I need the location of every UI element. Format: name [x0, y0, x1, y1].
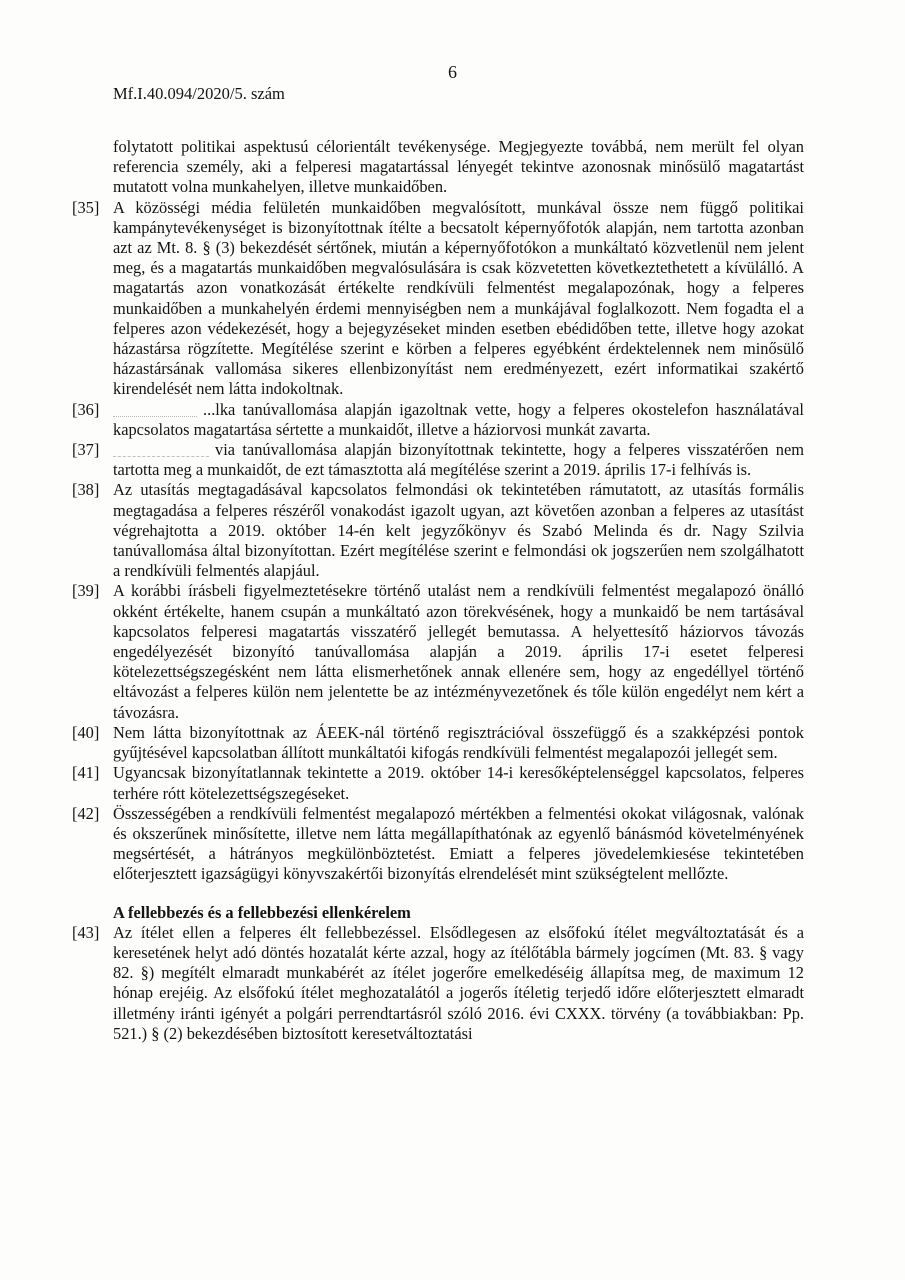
paragraph-text: Az utasítás megtagadásával kapcsolatos felmondási ok tekintetében rámutatott, az utasítás formális megtagadása a felperes részéről vonakodást igazolt ugyan, azt követően azonban a felperes az utasítást végrehajtotta a 2019. október 14-én kelt jegyzőkönyv és Szabó Melinda és dr. Nagy Szilvia tanúvallomása által bizonyítottan. Ezért megítélése szerint e felmondási ok jogszerűen nem szolgálhatott a rendkívüli felmentés alapjául.	[113, 480, 804, 581]
paragraph-text: folytatott politikai aspektusú célorientált tevékenysége. Megjegyezte továbbá, nem merült fel olyan referencia személy, aki a felperesi magatartással lényegét tekintve azonosnak minősülő magatartást mutatott volna munkahelyen, illetve munkaidőben.	[113, 137, 804, 197]
paragraph-number: [39]	[72, 581, 100, 601]
paragraph-35	[72, 198, 804, 400]
paragraph-text: Nem látta bizonyítottnak az ÁEEK-nál történő regisztrációval összefüggő és a szakképzési pontok gyűjtésével kapcsolatban állított munkáltatói kifogás rendkívüli felmentést megalapozói jellegét sem.	[113, 722, 804, 763]
paragraph-text-content: via tanúvallomása alapján bizonyítottnak tekintette, hogy a felperes visszatérően nem tartotta meg a munkaidőt, de ezt támasztotta alá megítélése szerint a 2019. április 17-i felhívás is.	[113, 440, 804, 480]
paragraph-36	[72, 400, 804, 440]
paragraph-37	[72, 440, 804, 480]
paragraph-38	[72, 480, 804, 581]
redaction-mark	[113, 442, 209, 457]
section-heading: A fellebbezés és a fellebbezési ellenkérelem	[113, 902, 411, 922]
document-body	[72, 137, 804, 1044]
paragraph-41	[72, 763, 804, 803]
paragraph-text: A közösségi média felületén munkaidőben megvalósított, munkával össze nem függő politikai kampánytevékenységet is bizonyítottnak ítélte a becsatolt képernyőfotók alapján, nem tartotta azonban azt az Mt. 8. § (3) bekezdését sértőnek, miután a képernyőfotókon a munkáltató közvetlenül nem jelent meg, és a magatartás munkaidőben megvalósulására is csak közvetetten következtethetett a kívülálló. A magatartás azon vonatkozását értékelte rendkívüli felmentést megalapozónak, hogy a felperes munkaidőben a munkahelyén érdemi mennyiségben nem a munkájával foglalkozott. Nem fogadta el a felperes azon védekezését, hogy a bejegyzéseket minden esetben ebédidőben tette, illetve hogy azokat házastársa rögzítette. Megítélése szerint e körben a felperes egyébként érdektelennek nem minősülő házastársának vallomása sikeres ellenbizonyítást nem eredményezett, ezért informatikai szakértő kirendelését nem látta indokoltnak.	[113, 197, 804, 399]
paragraph-number: [43]	[72, 922, 100, 942]
paragraph-number: [40]	[72, 722, 100, 742]
paragraph-number: [35]	[72, 197, 100, 217]
paragraph-text: A korábbi írásbeli figyelmeztetésekre történő utalást nem a rendkívüli felmentést megalapozó önálló okként értékelte, hanem csupán a munkáltató azon törekvésének, hogy a munkaidő be nem tartásával kapcsolatos felperesi magatartás visszatérő jellegét bemutassa. A helyettesítő háziorvos távozás engedélyezését bizonyító tanúvallomása alapján a 2019. április 17-i esetet felperesi kötelezettségszegésként nem látta elismerhetőnek annak ellenére sem, hogy az engedéllyel történő eltávozást a felperes külön nem jelentette be az intézményvezetőnek és tőle külön engedélyt nem kért a távozásra.	[113, 581, 804, 722]
paragraph-text	[113, 440, 804, 480]
paragraph-number: [38]	[72, 480, 100, 500]
paragraph-number: [41]	[72, 763, 100, 783]
paragraph-text-content: ...lka tanúvallomása alapján igazoltnak vette, hogy a felperes okostelefon használatával kapcsolatos magatartása sértette a munkaidőt, illetve a háziorvosi munkát zavarta.	[113, 399, 804, 439]
paragraph-39	[72, 581, 804, 722]
redaction-mark	[113, 402, 197, 417]
paragraph-number: [36]	[72, 399, 100, 419]
paragraph-continuation	[72, 137, 804, 198]
paragraph-text	[113, 400, 804, 440]
paragraph-text: Ugyancsak bizonyítatlannak tekintette a 2019. október 14-i keresőképtelenséggel kapcsolatos, felperes terhére rótt kötelezettségszegéseket.	[113, 763, 804, 803]
paragraph-42	[72, 804, 804, 885]
paragraph-text: Az ítélet ellen a felperes élt fellebbezéssel. Elsődlegesen az elsőfokú ítélet megváltoztatását és a keresetének helyt adó döntés hozatalát kérte azzal, hogy az ítélőtábla bármely jogcímen (Mt. 83. § vagy 82. §) megítélt elmaradt munkabérét az ítélet jogerőre emelkedéséig állapítsa meg, de maximum 12 hónap erejéig. Az elsőfokú ítélet meghozatalától a jogerős ítéletig terjedő időre előterjesztett elmaradt illetmény iránti igényét a polgári perrendtartásról szóló 2016. évi CXXX. törvény (a továbbiakban: Pp. 521.) § (2) bekezdésében biztosított keresetváltoztatási	[113, 922, 804, 1043]
paragraph-43	[72, 923, 804, 1044]
page-number: 6	[448, 62, 457, 82]
paragraph-number: [37]	[72, 440, 100, 460]
paragraph-text: Összességében a rendkívüli felmentést megalapozó mértékben a felmentési okokat világosnak, valónak és okszerűnek minősítette, illetve nem látta megállapíthatónak az egyenlő bánásmód követelményének megsértését, a hátrányos megkülönböztetést. Emiatt a felperes jövedelemkiesése tekintetében előterjesztett igazságügyi könyvszakértői bizonyítás elrendelését mint szükségtelent mellőzte.	[113, 803, 804, 884]
paragraph-40	[72, 723, 804, 763]
paragraph-number: [42]	[72, 803, 100, 823]
document-reference: Mf.I.40.094/2020/5. szám	[113, 84, 285, 103]
